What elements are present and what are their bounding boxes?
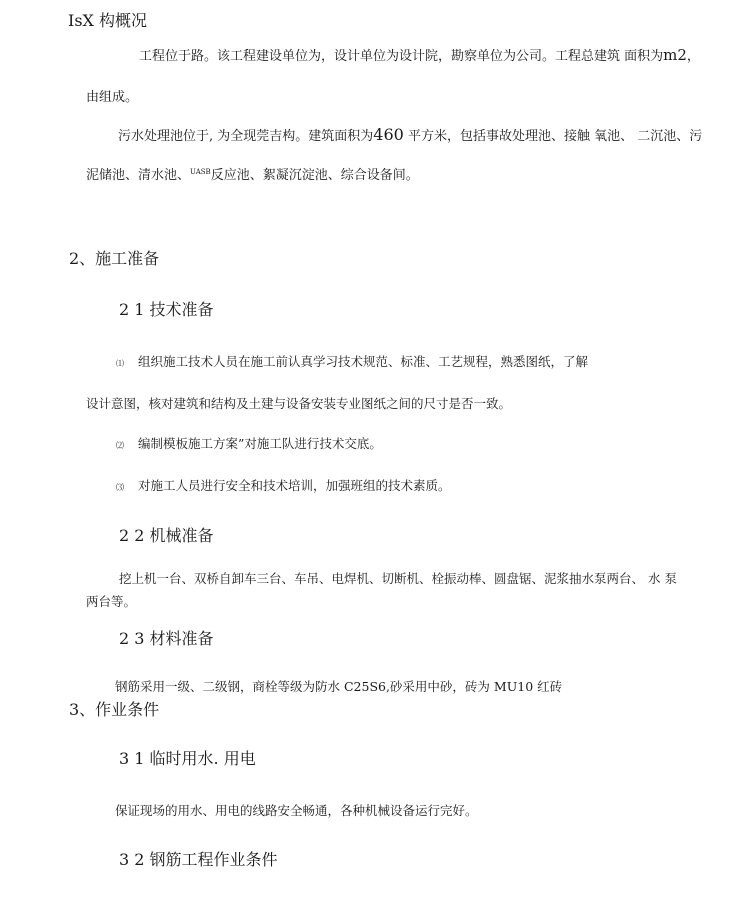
- subsection-2-1-heading: 2 1 技术准备: [119, 300, 214, 319]
- s21-item-2-text: 编制模板施工方案”对施工队进行技术交底。: [137, 436, 382, 451]
- s22-line1: 挖上机一台、双桥自卸车三台、车吊、电焊机、切断机、栓振动棒、圆盘锯、泥浆抽水泵两台、 水 泵: [119, 571, 677, 586]
- subsection-3-2-heading: 3 2 钢筋工程作业条件: [119, 850, 278, 869]
- p1-unit: m2: [663, 46, 687, 64]
- s21-item-1-continuation: 设计意图，核对建筑和结构及土建与设备安装专业图纸之间的尺寸是否一致。: [86, 396, 512, 411]
- p2-line2-b: 反应池、絮凝沉淀池、综合设备间。: [210, 168, 419, 183]
- paragraph-pool-line2: [86, 164, 419, 183]
- subsection-2-3-heading: 2 3 材料准备: [119, 629, 214, 648]
- s21-item-2: [116, 434, 382, 452]
- p2-text-c: 平方米，包括事故处理池、接触 氧池、 二沉池、污: [403, 129, 703, 144]
- s31-line1: 保证现场的用水、用电的线路安全畅通，各种机械设备运行完好。: [115, 803, 478, 818]
- subsection-2-2-heading: 2 2 机械准备: [119, 526, 214, 545]
- s21-item-1: [116, 352, 588, 370]
- p2-area: 460: [373, 125, 404, 144]
- section-2-heading: 2、施工准备: [69, 249, 160, 268]
- item-marker-3: ⑶: [116, 483, 124, 492]
- p2-text-a: 污水处理池位于, 为全现莞吉构。建筑面积为: [118, 129, 374, 144]
- p2-line2-a: 泥储池、清水池、: [86, 168, 191, 183]
- paragraph-project-line2: 由组成。: [86, 90, 139, 105]
- section-3-heading: 3、作业条件: [69, 700, 160, 719]
- paragraph-project-line1: [139, 45, 700, 64]
- heading-structure-overview: IsX 构概况: [68, 11, 148, 30]
- item-marker-1: ⑴: [116, 359, 124, 368]
- paragraph-pool-line1: [118, 125, 702, 144]
- s21-item-3: [116, 476, 451, 494]
- item-marker-2: ⑵: [116, 441, 124, 450]
- s21-item-3-text: 对施工人员进行安全和技术培训，加强班组的技术素质。: [137, 478, 451, 493]
- p1-text-a: 工程位于路。该工程建设单位为，设计单位为设计院，勘察单位为公司。工程总建筑 面积为: [139, 49, 664, 64]
- p2-uasb-sup: UASB: [190, 168, 211, 176]
- s23-line1: 钢筋采用一级、二级钢，商栓等级为防水 C25S6,砂采用中砂，砖为 MU10 红砖: [115, 679, 563, 694]
- p1-text-c: ，: [686, 49, 700, 64]
- s21-item-1-text: 组织施工技术人员在施工前认真学习技术规范、标准、工艺规程，熟悉图纸，了解: [137, 354, 588, 369]
- s22-line2: 两台等。: [86, 594, 137, 609]
- subsection-3-1-heading: 3 1 临时用水. 用电: [119, 749, 256, 768]
